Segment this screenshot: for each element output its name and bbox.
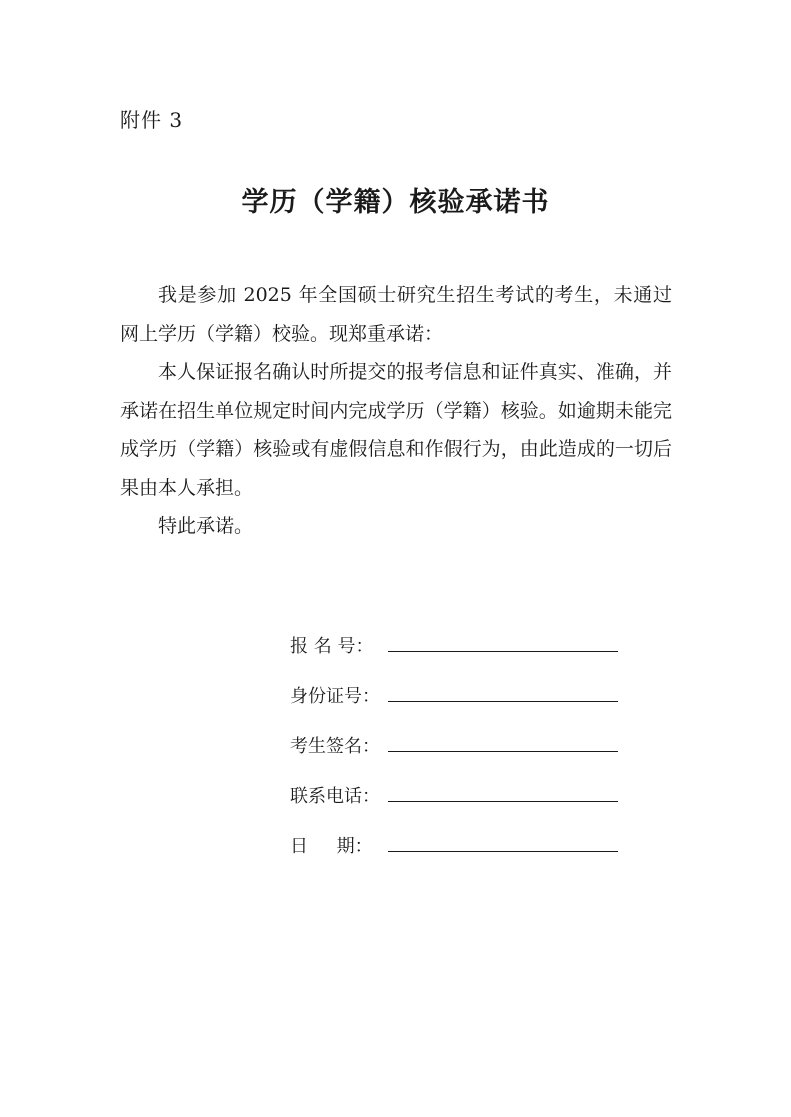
registration-number-field [290,622,630,658]
commitment-body [120,276,672,546]
registration-number-line[interactable] [388,650,618,652]
document-title: 学历（学籍）核验承诺书 [241,187,550,218]
phone-line[interactable] [388,800,618,802]
signature-field [290,722,630,758]
id-number-field [290,672,630,708]
date-line[interactable] [388,850,618,852]
registration-number-label: 报 名 号： [290,636,374,657]
date-field [290,822,630,858]
signature-label: 考生签名： [290,736,380,757]
guarantee-paragraph: 本人保证报名确认时所提交的报考信息和证件真实、准确，并承诺在招生单位规定时间内完成学历（学籍）核验。如逾期未能完成学历（学籍）核验或有虚假信息和作假行为，由此造成的一切后果由本人承担。 [120,361,672,499]
signature-line[interactable] [388,750,618,752]
signature-fields [290,622,630,872]
date-label: 日 期： [290,836,373,857]
phone-field [290,772,630,808]
id-number-line[interactable] [388,700,618,702]
intro-paragraph: 我是参加 2025 年全国硕士研究生招生考试的考生，未通过网上学历（学籍）校验。现郑重承诺： [120,284,672,345]
phone-label: 联系电话： [290,786,380,807]
annex-label: 附件 3 [120,108,184,132]
id-number-label: 身份证号： [290,686,380,707]
closing-paragraph: 特此承诺。 [158,515,254,537]
